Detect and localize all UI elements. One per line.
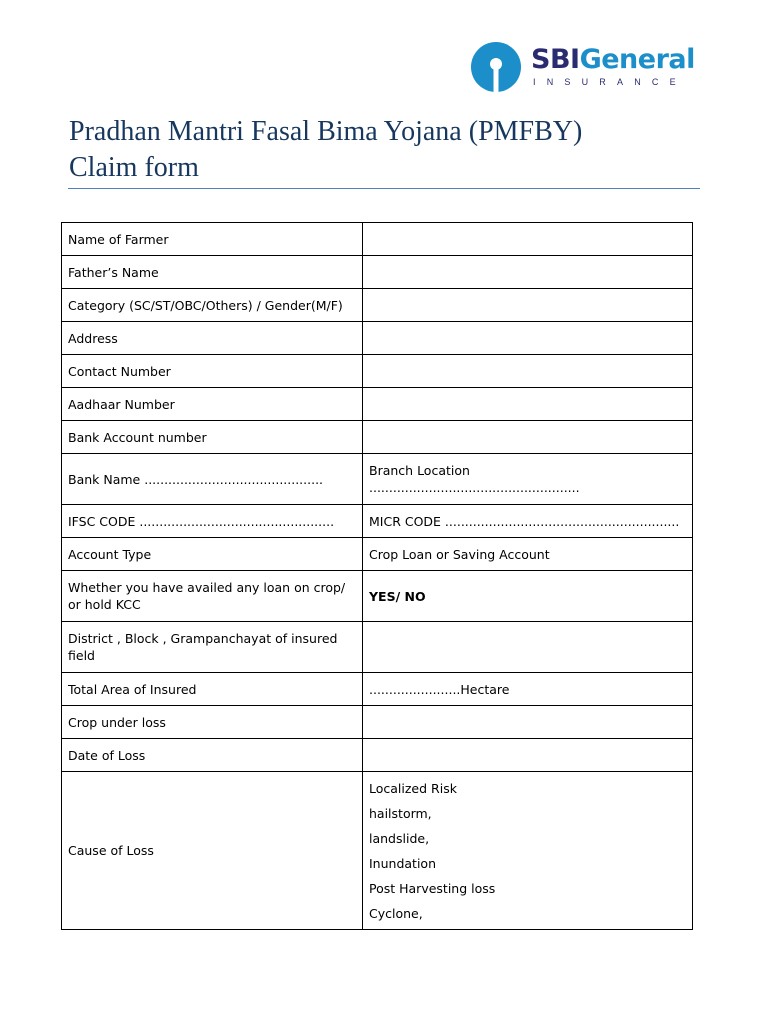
micr-code-field[interactable]: MICR CODE ...........................................................	[363, 505, 693, 538]
ifsc-code-field[interactable]: IFSC CODE .................................................	[62, 505, 363, 538]
bank-name-field[interactable]: Bank Name .............................................	[62, 454, 363, 505]
claim-form-table	[61, 222, 693, 930]
cause-option: Post Harvesting loss	[369, 880, 496, 896]
form-title-line2: Claim form	[69, 152, 199, 183]
aadhaar-number-field[interactable]	[363, 388, 693, 421]
sbi-logo-icon	[471, 42, 521, 92]
logo-brand-general: General	[579, 44, 695, 75]
district-block-field[interactable]	[363, 622, 693, 673]
table-row	[62, 505, 693, 538]
field-label: Cause of Loss	[62, 772, 363, 930]
branch-location-blank: .....................................................	[369, 480, 580, 495]
farmer-name-field[interactable]	[363, 223, 693, 256]
logo-wordmark	[531, 45, 695, 75]
form-title	[69, 114, 709, 186]
table-row	[62, 256, 693, 289]
title-divider	[68, 188, 700, 189]
cause-option: Inundation	[369, 855, 436, 871]
branch-location-label: Branch Location	[369, 463, 470, 478]
field-label: Total Area of Insured	[62, 673, 363, 706]
field-label-line2: field	[68, 648, 95, 663]
crop-under-loss-field[interactable]	[363, 706, 693, 739]
table-row	[62, 388, 693, 421]
field-label: Account Type	[62, 538, 363, 571]
cause-option: Cyclone,	[369, 905, 423, 921]
field-label-line2: or hold KCC	[68, 597, 141, 612]
field-label: Father’s Name	[62, 256, 363, 289]
field-label: Name of Farmer	[62, 223, 363, 256]
field-label-line1: Whether you have availed any loan on crop/	[68, 580, 346, 595]
cause-option: landslide,	[369, 830, 430, 846]
cause-option: Localized Risk	[369, 780, 457, 796]
account-type-field[interactable]: Crop Loan or Saving Account	[363, 538, 693, 571]
table-row	[62, 223, 693, 256]
table-row	[62, 421, 693, 454]
field-label: Aadhaar Number	[62, 388, 363, 421]
sbi-general-logo	[471, 42, 703, 92]
date-of-loss-field[interactable]	[363, 739, 693, 772]
table-row	[62, 454, 693, 505]
table-row	[62, 739, 693, 772]
field-label: Address	[62, 322, 363, 355]
table-row	[62, 289, 693, 322]
table-row	[62, 706, 693, 739]
category-gender-field[interactable]	[363, 289, 693, 322]
table-row	[62, 571, 693, 622]
field-label-line1: District , Block , Grampanchayat of insured	[68, 631, 338, 646]
cause-option: hailstorm,	[369, 805, 432, 821]
logo-tagline: INSURANCE	[533, 77, 687, 87]
loan-kcc-yes-no-field[interactable]: YES/ NO	[363, 571, 693, 622]
father-name-field[interactable]	[363, 256, 693, 289]
field-label: Contact Number	[62, 355, 363, 388]
table-row	[62, 355, 693, 388]
field-label: Category (SC/ST/OBC/Others) / Gender(M/F)	[62, 289, 363, 322]
logo-brand-sbi: SBI	[531, 44, 580, 75]
table-row	[62, 622, 693, 673]
table-row	[62, 322, 693, 355]
form-title-line1: Pradhan Mantri Fasal Bima Yojana (PMFBY)	[69, 116, 583, 147]
field-label: Bank Account number	[62, 421, 363, 454]
bank-account-field[interactable]	[363, 421, 693, 454]
branch-location-field[interactable]	[363, 454, 693, 505]
address-field[interactable]	[363, 322, 693, 355]
total-area-field[interactable]: .......................Hectare	[363, 673, 693, 706]
contact-number-field[interactable]	[363, 355, 693, 388]
table-row	[62, 772, 693, 930]
cause-of-loss-field[interactable]	[363, 772, 693, 930]
field-label: Date of Loss	[62, 739, 363, 772]
table-row	[62, 673, 693, 706]
field-label: Crop under loss	[62, 706, 363, 739]
field-label	[62, 571, 363, 622]
field-label	[62, 622, 363, 673]
table-row	[62, 538, 693, 571]
